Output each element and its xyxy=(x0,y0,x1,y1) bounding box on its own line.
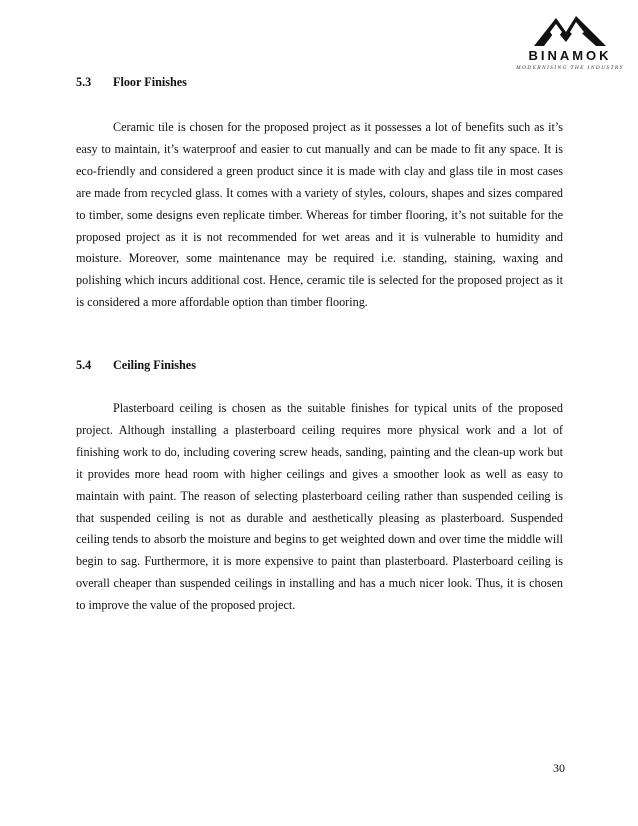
section-heading xyxy=(76,358,196,373)
section-paragraph: Plasterboard ceiling is chosen as the suitable finishes for typical units of the proposed project. Although installing a plasterboard ceiling requires more physical work and a lot of finishing work to do, including covering screw heads, sanding, painting and the clean-up work but it provides more head room with higher ceilings and gives a smoother look as well as easy to maintain with paint. The reason of selecting plasterboard ceiling rather than suspended ceiling is that suspended ceiling is not as durable and aesthetically pleasing as plasterboard. Suspended ceiling tends to absorb the moisture and begins to get weighted down and over time the middle will begin to sag. Furthermore, it is more expensive to paint than plasterboard. Plasterboard ceiling is overall cheaper than suspended ceilings in installing and has a much nicer look. Thus, it is chosen to improve the value of the proposed project. xyxy=(76,401,563,613)
company-logo xyxy=(510,12,630,74)
mountain-logo-icon xyxy=(532,12,608,48)
page-number: 30 xyxy=(553,761,565,775)
logo-tagline: MODERNISING THE INDUSTRY xyxy=(516,65,624,71)
section-title: Floor Finishes xyxy=(113,75,187,89)
section-number: 5.3 xyxy=(76,75,92,89)
section-paragraph: Ceramic tile is chosen for the proposed project as it possesses a lot of benefits such as it’s easy to maintain, it’s waterproof and easier to cut manually and can be made to fit any space. It is eco-friendly and considered a green product since it is made with clay and glass tile in most cases are made from recycled glass. It comes with a variety of styles, colours, shapes and sizes compared to timber, some designs even replicate timber. Whereas for timber flooring, it’s not suitable for the proposed project as it is not recommended for wet areas and it is vulnerable to humidity and moisture. Moreover, some maintenance may be required i.e. standing, staining, waxing and polishing which incurs additional cost. Hence, ceramic tile is selected for the proposed project as it is considered a more affordable option than timber flooring. xyxy=(76,120,563,310)
section-number: 5.4 xyxy=(76,358,92,372)
section-title: Ceiling Finishes xyxy=(113,358,196,372)
section-heading xyxy=(76,75,187,90)
logo-name: BINAMOK xyxy=(528,48,612,63)
